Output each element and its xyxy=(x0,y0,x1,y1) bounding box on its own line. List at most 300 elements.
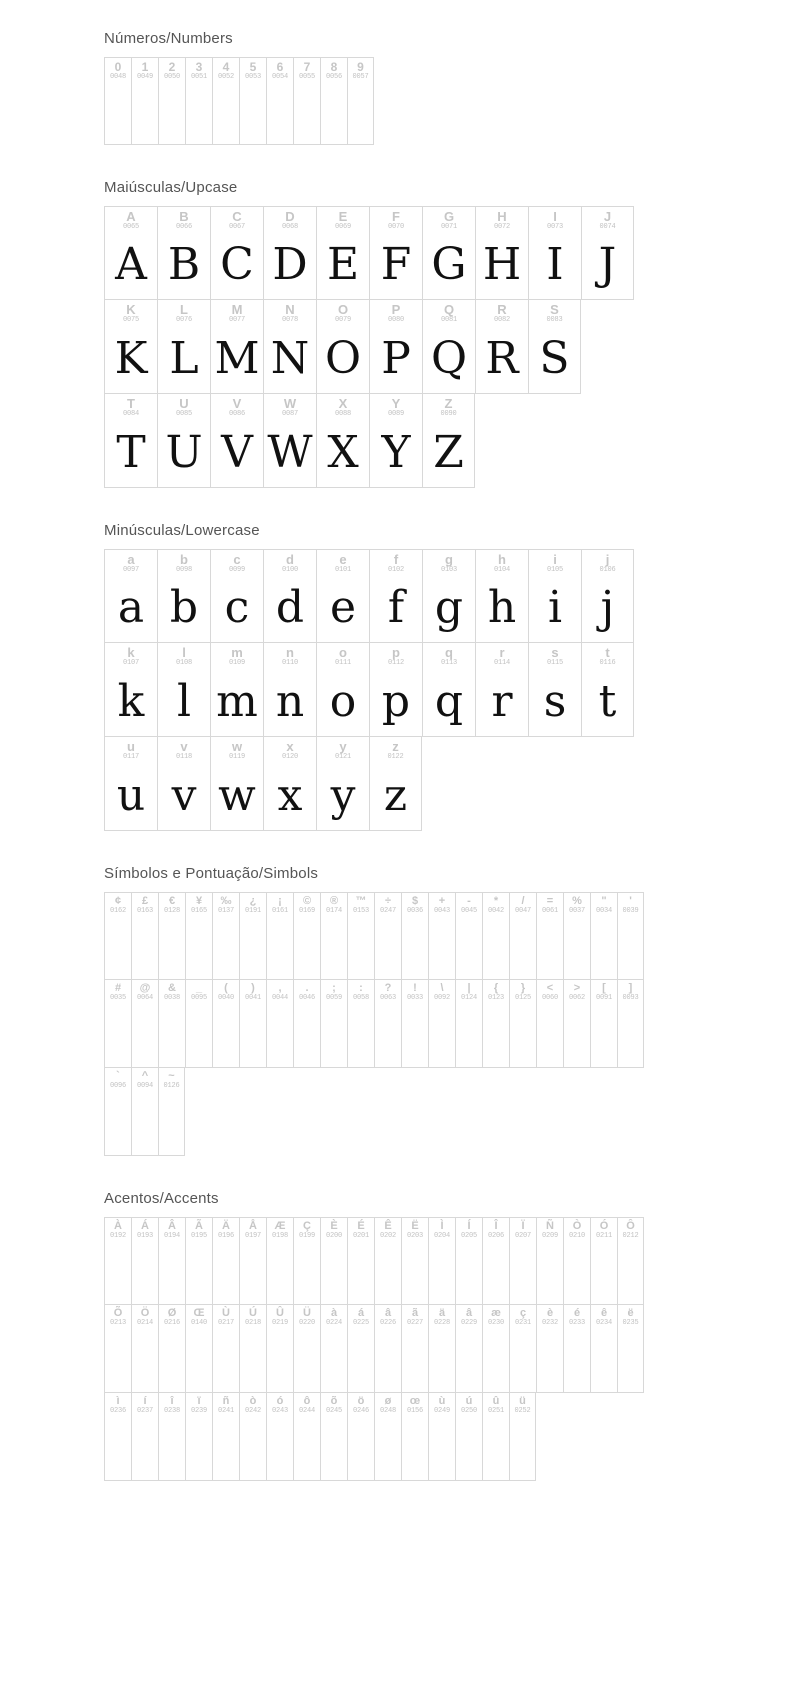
glyph-code-label: 0229 xyxy=(460,1318,477,1327)
glyph-cell[interactable] xyxy=(263,643,316,737)
glyph-cell-header xyxy=(105,1393,131,1415)
glyph-render xyxy=(429,1240,455,1304)
glyph-code-label: 0206 xyxy=(487,1231,504,1240)
glyph-cell[interactable] xyxy=(316,394,369,488)
glyph-cell[interactable] xyxy=(131,1393,158,1481)
glyph-cell[interactable] xyxy=(422,394,475,488)
glyph-cell[interactable] xyxy=(528,206,581,300)
glyph-char-label: ' xyxy=(629,895,632,907)
glyph-code-label: 0063 xyxy=(379,993,396,1002)
glyph-cell[interactable] xyxy=(374,1305,401,1393)
glyph-char-label: E xyxy=(338,209,348,224)
glyph-char-label: ‰ xyxy=(220,895,232,907)
glyph-char-label: x xyxy=(286,739,294,754)
glyph-cell[interactable] xyxy=(482,1217,509,1305)
glyph-cell[interactable] xyxy=(422,206,475,300)
glyph-cell-header xyxy=(186,980,212,1002)
glyph-cell-header xyxy=(510,893,536,915)
glyph-render: I xyxy=(546,239,564,291)
glyph-cell-header xyxy=(186,1393,212,1415)
glyph-cell-header xyxy=(529,207,581,231)
glyph-cell[interactable] xyxy=(590,1217,617,1305)
glyph-cell[interactable] xyxy=(374,980,401,1068)
glyph-render xyxy=(402,1415,428,1480)
glyph-cell[interactable] xyxy=(347,892,374,980)
glyph-cell-header xyxy=(240,58,266,81)
glyph-cell[interactable] xyxy=(104,1217,131,1305)
glyph-cell-header xyxy=(510,1218,536,1240)
glyph-cell[interactable] xyxy=(104,394,157,488)
glyph-cell[interactable] xyxy=(455,1393,482,1481)
glyph-cell-header xyxy=(159,980,185,1002)
glyph-code-label: 0111 xyxy=(334,658,351,667)
glyph-cell[interactable] xyxy=(158,1217,185,1305)
glyph-cell[interactable] xyxy=(509,1217,536,1305)
glyph-grid xyxy=(0,1217,800,1481)
glyph-cell[interactable] xyxy=(185,1217,212,1305)
glyph-cell[interactable] xyxy=(185,892,212,980)
glyph-cell[interactable] xyxy=(369,549,422,643)
glyph-cell[interactable] xyxy=(210,737,263,831)
glyph-cell-header xyxy=(370,207,422,231)
glyph-char-label: í xyxy=(143,1395,147,1407)
glyph-code-label: 0068 xyxy=(281,222,298,231)
glyph-cell[interactable] xyxy=(210,643,263,737)
glyph-cell[interactable] xyxy=(536,1305,563,1393)
glyph-cell[interactable] xyxy=(316,549,369,643)
glyph-code-label: 0093 xyxy=(622,993,639,1002)
glyph-cell-header xyxy=(211,550,263,574)
glyph-cell[interactable] xyxy=(401,1217,428,1305)
glyph-cell[interactable] xyxy=(263,206,316,300)
glyph-code-label: 0202 xyxy=(379,1231,396,1240)
glyph-render: j xyxy=(600,582,615,634)
glyph-render: V xyxy=(221,426,253,478)
glyph-cell[interactable] xyxy=(266,1393,293,1481)
glyph-row xyxy=(104,394,800,488)
glyph-cell-header xyxy=(483,1218,509,1240)
glyph-cell-header xyxy=(375,980,401,1002)
glyph-cell[interactable] xyxy=(482,892,509,980)
glyph-cell[interactable] xyxy=(475,206,528,300)
glyph-cell[interactable] xyxy=(131,980,158,1068)
glyph-render: b xyxy=(169,582,199,634)
glyph-cell[interactable] xyxy=(347,1217,374,1305)
glyph-cell[interactable] xyxy=(617,1217,644,1305)
glyph-cell[interactable] xyxy=(563,892,590,980)
glyph-cell[interactable] xyxy=(266,1217,293,1305)
glyph-cell[interactable] xyxy=(104,643,157,737)
glyph-render xyxy=(348,1327,374,1392)
glyph-char-label: ø xyxy=(384,1395,392,1407)
glyph-cell[interactable] xyxy=(369,737,422,831)
glyph-cell[interactable] xyxy=(263,549,316,643)
glyph-cell[interactable] xyxy=(401,980,428,1068)
glyph-cell[interactable] xyxy=(617,892,644,980)
glyph-cell[interactable] xyxy=(347,1393,374,1481)
glyph-cell[interactable] xyxy=(617,980,644,1068)
glyph-cell[interactable] xyxy=(104,1305,131,1393)
glyph-render xyxy=(294,1327,320,1392)
glyph-row xyxy=(104,737,800,831)
glyph-cell[interactable] xyxy=(320,1305,347,1393)
glyph-cell[interactable] xyxy=(158,1068,185,1156)
glyph-cell[interactable] xyxy=(528,549,581,643)
glyph-cell-header xyxy=(375,1218,401,1240)
glyph-code-label: 0248 xyxy=(379,1406,396,1415)
glyph-cell[interactable] xyxy=(320,57,347,145)
glyph-cell[interactable] xyxy=(316,300,369,394)
glyph-cell[interactable] xyxy=(320,1217,347,1305)
glyph-render xyxy=(375,915,401,979)
glyph-render xyxy=(375,1415,401,1480)
glyph-cell[interactable] xyxy=(239,1305,266,1393)
glyph-char-label: ä xyxy=(438,1307,446,1319)
glyph-render xyxy=(537,1002,563,1067)
glyph-cell[interactable] xyxy=(157,394,210,488)
glyph-render xyxy=(105,1327,131,1392)
glyph-cell[interactable] xyxy=(158,1393,185,1481)
glyph-cell[interactable] xyxy=(185,1305,212,1393)
glyph-cell[interactable] xyxy=(158,980,185,1068)
glyph-char-label: Å xyxy=(249,1220,257,1232)
glyph-cell[interactable] xyxy=(482,1393,509,1481)
glyph-char-label: M xyxy=(231,302,243,317)
glyph-cell[interactable] xyxy=(369,206,422,300)
glyph-cell[interactable] xyxy=(509,1393,536,1481)
glyph-cell[interactable] xyxy=(266,57,293,145)
glyph-cell[interactable] xyxy=(428,1217,455,1305)
glyph-char-label: û xyxy=(492,1395,500,1407)
glyph-cell-header xyxy=(321,1393,347,1415)
glyph-cell[interactable] xyxy=(104,300,157,394)
glyph-cell-header xyxy=(240,1305,266,1327)
glyph-render xyxy=(294,1240,320,1304)
glyph-char-label: Ñ xyxy=(546,1220,554,1232)
glyph-render xyxy=(186,915,212,979)
glyph-cell[interactable] xyxy=(428,980,455,1068)
glyph-cell[interactable] xyxy=(185,980,212,1068)
glyph-cell[interactable] xyxy=(104,737,157,831)
glyph-char-label: n xyxy=(286,645,294,660)
glyph-cell[interactable] xyxy=(369,394,422,488)
glyph-cell[interactable] xyxy=(104,1068,131,1156)
glyph-char-label: Ï xyxy=(521,1220,525,1232)
glyph-cell[interactable] xyxy=(374,892,401,980)
glyph-cell[interactable] xyxy=(131,1305,158,1393)
glyph-cell[interactable] xyxy=(210,549,263,643)
glyph-char-label: 2 xyxy=(168,60,176,74)
glyph-cell[interactable] xyxy=(536,892,563,980)
glyph-cell[interactable] xyxy=(212,980,239,1068)
glyph-cell[interactable] xyxy=(185,57,212,145)
glyph-cell[interactable] xyxy=(369,643,422,737)
glyph-code-label: 0246 xyxy=(352,1406,369,1415)
glyph-cell[interactable] xyxy=(239,980,266,1068)
glyph-code-label: 0080 xyxy=(387,315,404,324)
glyph-cell-header xyxy=(321,980,347,1002)
glyph-cell-header xyxy=(370,300,422,324)
glyph-cell[interactable] xyxy=(131,1068,158,1156)
glyph-grid xyxy=(0,57,800,145)
glyph-render: m xyxy=(216,675,258,727)
glyph-code-label: 0112 xyxy=(387,658,404,667)
glyph-cell[interactable] xyxy=(212,1393,239,1481)
glyph-cell[interactable] xyxy=(316,737,369,831)
glyph-cell[interactable] xyxy=(475,549,528,643)
section-title: Maiúsculas/Upcase xyxy=(104,179,238,196)
section-numbers xyxy=(0,0,800,145)
glyph-char-label: ü xyxy=(519,1395,526,1407)
glyph-cell[interactable] xyxy=(104,57,131,145)
glyph-cell[interactable] xyxy=(590,980,617,1068)
glyph-render xyxy=(186,81,212,144)
glyph-cell[interactable] xyxy=(104,980,131,1068)
glyph-cell[interactable] xyxy=(590,892,617,980)
glyph-cell[interactable] xyxy=(428,1305,455,1393)
glyph-cell[interactable] xyxy=(212,57,239,145)
glyph-code-label: 0033 xyxy=(406,993,423,1002)
glyph-cell[interactable] xyxy=(157,549,210,643)
glyph-char-label: i xyxy=(553,552,557,567)
glyph-cell[interactable] xyxy=(266,1305,293,1393)
glyph-cell[interactable] xyxy=(428,892,455,980)
glyph-cell[interactable] xyxy=(482,1305,509,1393)
glyph-cell[interactable] xyxy=(428,1393,455,1481)
glyph-cell[interactable] xyxy=(293,892,320,980)
glyph-cell-header xyxy=(294,1393,320,1415)
glyph-char-label: j xyxy=(605,552,610,567)
glyph-cell[interactable] xyxy=(239,1393,266,1481)
glyph-char-label: N xyxy=(285,302,295,317)
glyph-cell[interactable] xyxy=(104,206,157,300)
glyph-cell[interactable] xyxy=(509,1305,536,1393)
glyph-cell[interactable] xyxy=(536,980,563,1068)
glyph-cell[interactable] xyxy=(320,980,347,1068)
glyph-cell[interactable] xyxy=(263,737,316,831)
glyph-cell[interactable] xyxy=(455,1305,482,1393)
glyph-cell-header xyxy=(132,1218,158,1240)
glyph-render xyxy=(159,1327,185,1392)
glyph-code-label: 0075 xyxy=(122,315,139,324)
glyph-cell-header xyxy=(537,893,563,915)
glyph-cell[interactable] xyxy=(401,1393,428,1481)
glyph-char-label: Œ xyxy=(193,1307,205,1319)
glyph-render xyxy=(105,1002,131,1067)
glyph-cell[interactable] xyxy=(293,1217,320,1305)
glyph-cell[interactable] xyxy=(563,980,590,1068)
glyph-cell[interactable] xyxy=(374,1393,401,1481)
glyph-cell[interactable] xyxy=(374,1217,401,1305)
glyph-cell-header xyxy=(564,1218,590,1240)
glyph-code-label: 0116 xyxy=(599,658,616,667)
glyph-cell[interactable] xyxy=(131,892,158,980)
glyph-cell[interactable] xyxy=(239,892,266,980)
glyph-cell[interactable] xyxy=(158,57,185,145)
glyph-code-label: 0239 xyxy=(190,1406,207,1415)
glyph-cell[interactable] xyxy=(509,892,536,980)
glyph-cell[interactable] xyxy=(104,549,157,643)
glyph-code-label: 0231 xyxy=(514,1318,531,1327)
glyph-code-label: 0060 xyxy=(541,993,558,1002)
glyph-cell-header xyxy=(537,980,563,1002)
glyph-cell-header xyxy=(317,300,369,324)
glyph-cell[interactable] xyxy=(563,1217,590,1305)
glyph-cell[interactable] xyxy=(528,643,581,737)
glyph-cell[interactable] xyxy=(482,980,509,1068)
glyph-cell[interactable] xyxy=(563,1305,590,1393)
glyph-cell-header xyxy=(132,58,158,81)
glyph-cell[interactable] xyxy=(212,892,239,980)
glyph-cell[interactable] xyxy=(157,643,210,737)
glyph-cell[interactable] xyxy=(320,892,347,980)
glyph-code-label: 0042 xyxy=(487,906,504,915)
glyph-code-label: 0140 xyxy=(190,1318,207,1327)
glyph-cell[interactable] xyxy=(422,300,475,394)
glyph-char-label: ^ xyxy=(141,1070,149,1082)
glyph-render: k xyxy=(117,675,145,727)
glyph-render xyxy=(510,915,536,979)
glyph-cell[interactable] xyxy=(455,980,482,1068)
glyph-cell-header xyxy=(529,643,581,667)
glyph-char-label: ( xyxy=(224,982,228,994)
glyph-code-label: 0123 xyxy=(487,993,504,1002)
glyph-code-label: 0073 xyxy=(546,222,563,231)
glyph-cell[interactable] xyxy=(347,980,374,1068)
glyph-cell[interactable] xyxy=(210,206,263,300)
glyph-cell[interactable] xyxy=(347,57,374,145)
glyph-render xyxy=(402,1002,428,1067)
section-spacer xyxy=(0,0,800,30)
glyph-cell[interactable] xyxy=(263,300,316,394)
glyph-char-label: Ë xyxy=(411,1220,419,1232)
glyph-cell[interactable] xyxy=(581,643,634,737)
glyph-code-label: 0238 xyxy=(163,1406,180,1415)
glyph-code-label: 0067 xyxy=(228,222,245,231)
glyph-code-label: 0107 xyxy=(122,658,139,667)
glyph-cell-header xyxy=(591,980,617,1002)
glyph-render xyxy=(591,1002,617,1067)
glyph-char-label: 4 xyxy=(222,60,230,74)
glyph-render xyxy=(537,915,563,979)
glyph-render: N xyxy=(270,332,310,384)
glyph-cell[interactable] xyxy=(158,1305,185,1393)
glyph-cell[interactable] xyxy=(263,394,316,488)
glyph-cell-header xyxy=(529,550,581,574)
glyph-render xyxy=(294,1002,320,1067)
glyph-cell[interactable] xyxy=(617,1305,644,1393)
glyph-cell[interactable] xyxy=(212,1217,239,1305)
glyph-cell[interactable] xyxy=(528,300,581,394)
glyph-cell[interactable] xyxy=(104,892,131,980)
glyph-cell[interactable] xyxy=(422,549,475,643)
glyph-code-label: 0118 xyxy=(175,752,192,761)
glyph-render xyxy=(429,1415,455,1480)
glyph-cell[interactable] xyxy=(401,1305,428,1393)
glyph-cell-header xyxy=(213,1218,239,1240)
glyph-render xyxy=(429,1327,455,1392)
glyph-char-label: P xyxy=(391,302,401,317)
glyph-cell[interactable] xyxy=(131,1217,158,1305)
glyph-render: E xyxy=(326,239,360,291)
glyph-cell[interactable] xyxy=(581,206,634,300)
glyph-cell[interactable] xyxy=(239,57,266,145)
glyph-char-label: A xyxy=(126,209,136,224)
glyph-cell[interactable] xyxy=(293,1305,320,1393)
glyph-code-label: 0105 xyxy=(546,565,563,574)
glyph-cell-header xyxy=(429,980,455,1002)
glyph-cell[interactable] xyxy=(475,300,528,394)
glyph-code-label: 0210 xyxy=(568,1231,585,1240)
glyph-cell-header xyxy=(476,207,528,231)
glyph-cell[interactable] xyxy=(293,57,320,145)
glyph-cell[interactable] xyxy=(266,892,293,980)
glyph-char-label: W xyxy=(283,396,297,411)
glyph-code-label: 0237 xyxy=(136,1406,153,1415)
glyph-cell[interactable] xyxy=(590,1305,617,1393)
glyph-cell[interactable] xyxy=(157,206,210,300)
glyph-cell[interactable] xyxy=(475,643,528,737)
glyph-cell[interactable] xyxy=(158,892,185,980)
glyph-char-label: t xyxy=(605,645,610,660)
glyph-cell[interactable] xyxy=(316,643,369,737)
glyph-char-label: ` xyxy=(116,1070,120,1082)
glyph-char-label: . xyxy=(305,982,309,994)
glyph-char-label: î xyxy=(170,1395,174,1407)
glyph-cell[interactable] xyxy=(104,1393,131,1481)
glyph-cell[interactable] xyxy=(581,549,634,643)
glyph-cell[interactable] xyxy=(293,980,320,1068)
glyph-row xyxy=(104,206,800,300)
glyph-render: L xyxy=(169,332,199,384)
glyph-cell[interactable] xyxy=(455,1217,482,1305)
glyph-cell[interactable] xyxy=(509,980,536,1068)
glyph-cell[interactable] xyxy=(131,57,158,145)
glyph-cell[interactable] xyxy=(266,980,293,1068)
glyph-cell[interactable] xyxy=(210,394,263,488)
glyph-char-label: I xyxy=(553,209,557,224)
glyph-cell[interactable] xyxy=(422,643,475,737)
glyph-cell[interactable] xyxy=(185,1393,212,1481)
glyph-char-label: [ xyxy=(602,982,606,994)
glyph-cell-header xyxy=(321,1218,347,1240)
glyph-cell[interactable] xyxy=(157,737,210,831)
glyph-cell[interactable] xyxy=(536,1217,563,1305)
glyph-char-label: U xyxy=(179,396,189,411)
glyph-cell[interactable] xyxy=(239,1217,266,1305)
glyph-char-label: ñ xyxy=(222,1395,230,1407)
glyph-char-label: B xyxy=(179,209,189,224)
glyph-cell[interactable] xyxy=(320,1393,347,1481)
glyph-cell[interactable] xyxy=(369,300,422,394)
glyph-cell-header xyxy=(159,58,185,81)
glyph-cell[interactable] xyxy=(316,206,369,300)
glyph-cell-header xyxy=(317,643,369,667)
glyph-cell-header xyxy=(429,1393,455,1415)
glyph-cell[interactable] xyxy=(157,300,210,394)
glyph-cell[interactable] xyxy=(401,892,428,980)
glyph-cell[interactable] xyxy=(212,1305,239,1393)
glyph-char-label: é xyxy=(573,1307,581,1319)
glyph-cell-header xyxy=(213,1305,239,1327)
glyph-cell[interactable] xyxy=(455,892,482,980)
glyph-cell[interactable] xyxy=(293,1393,320,1481)
glyph-cell[interactable] xyxy=(347,1305,374,1393)
glyph-cell-header xyxy=(537,1218,563,1240)
glyph-cell-header xyxy=(213,58,239,81)
glyph-code-label: 0095 xyxy=(190,993,207,1002)
glyph-cell[interactable] xyxy=(210,300,263,394)
